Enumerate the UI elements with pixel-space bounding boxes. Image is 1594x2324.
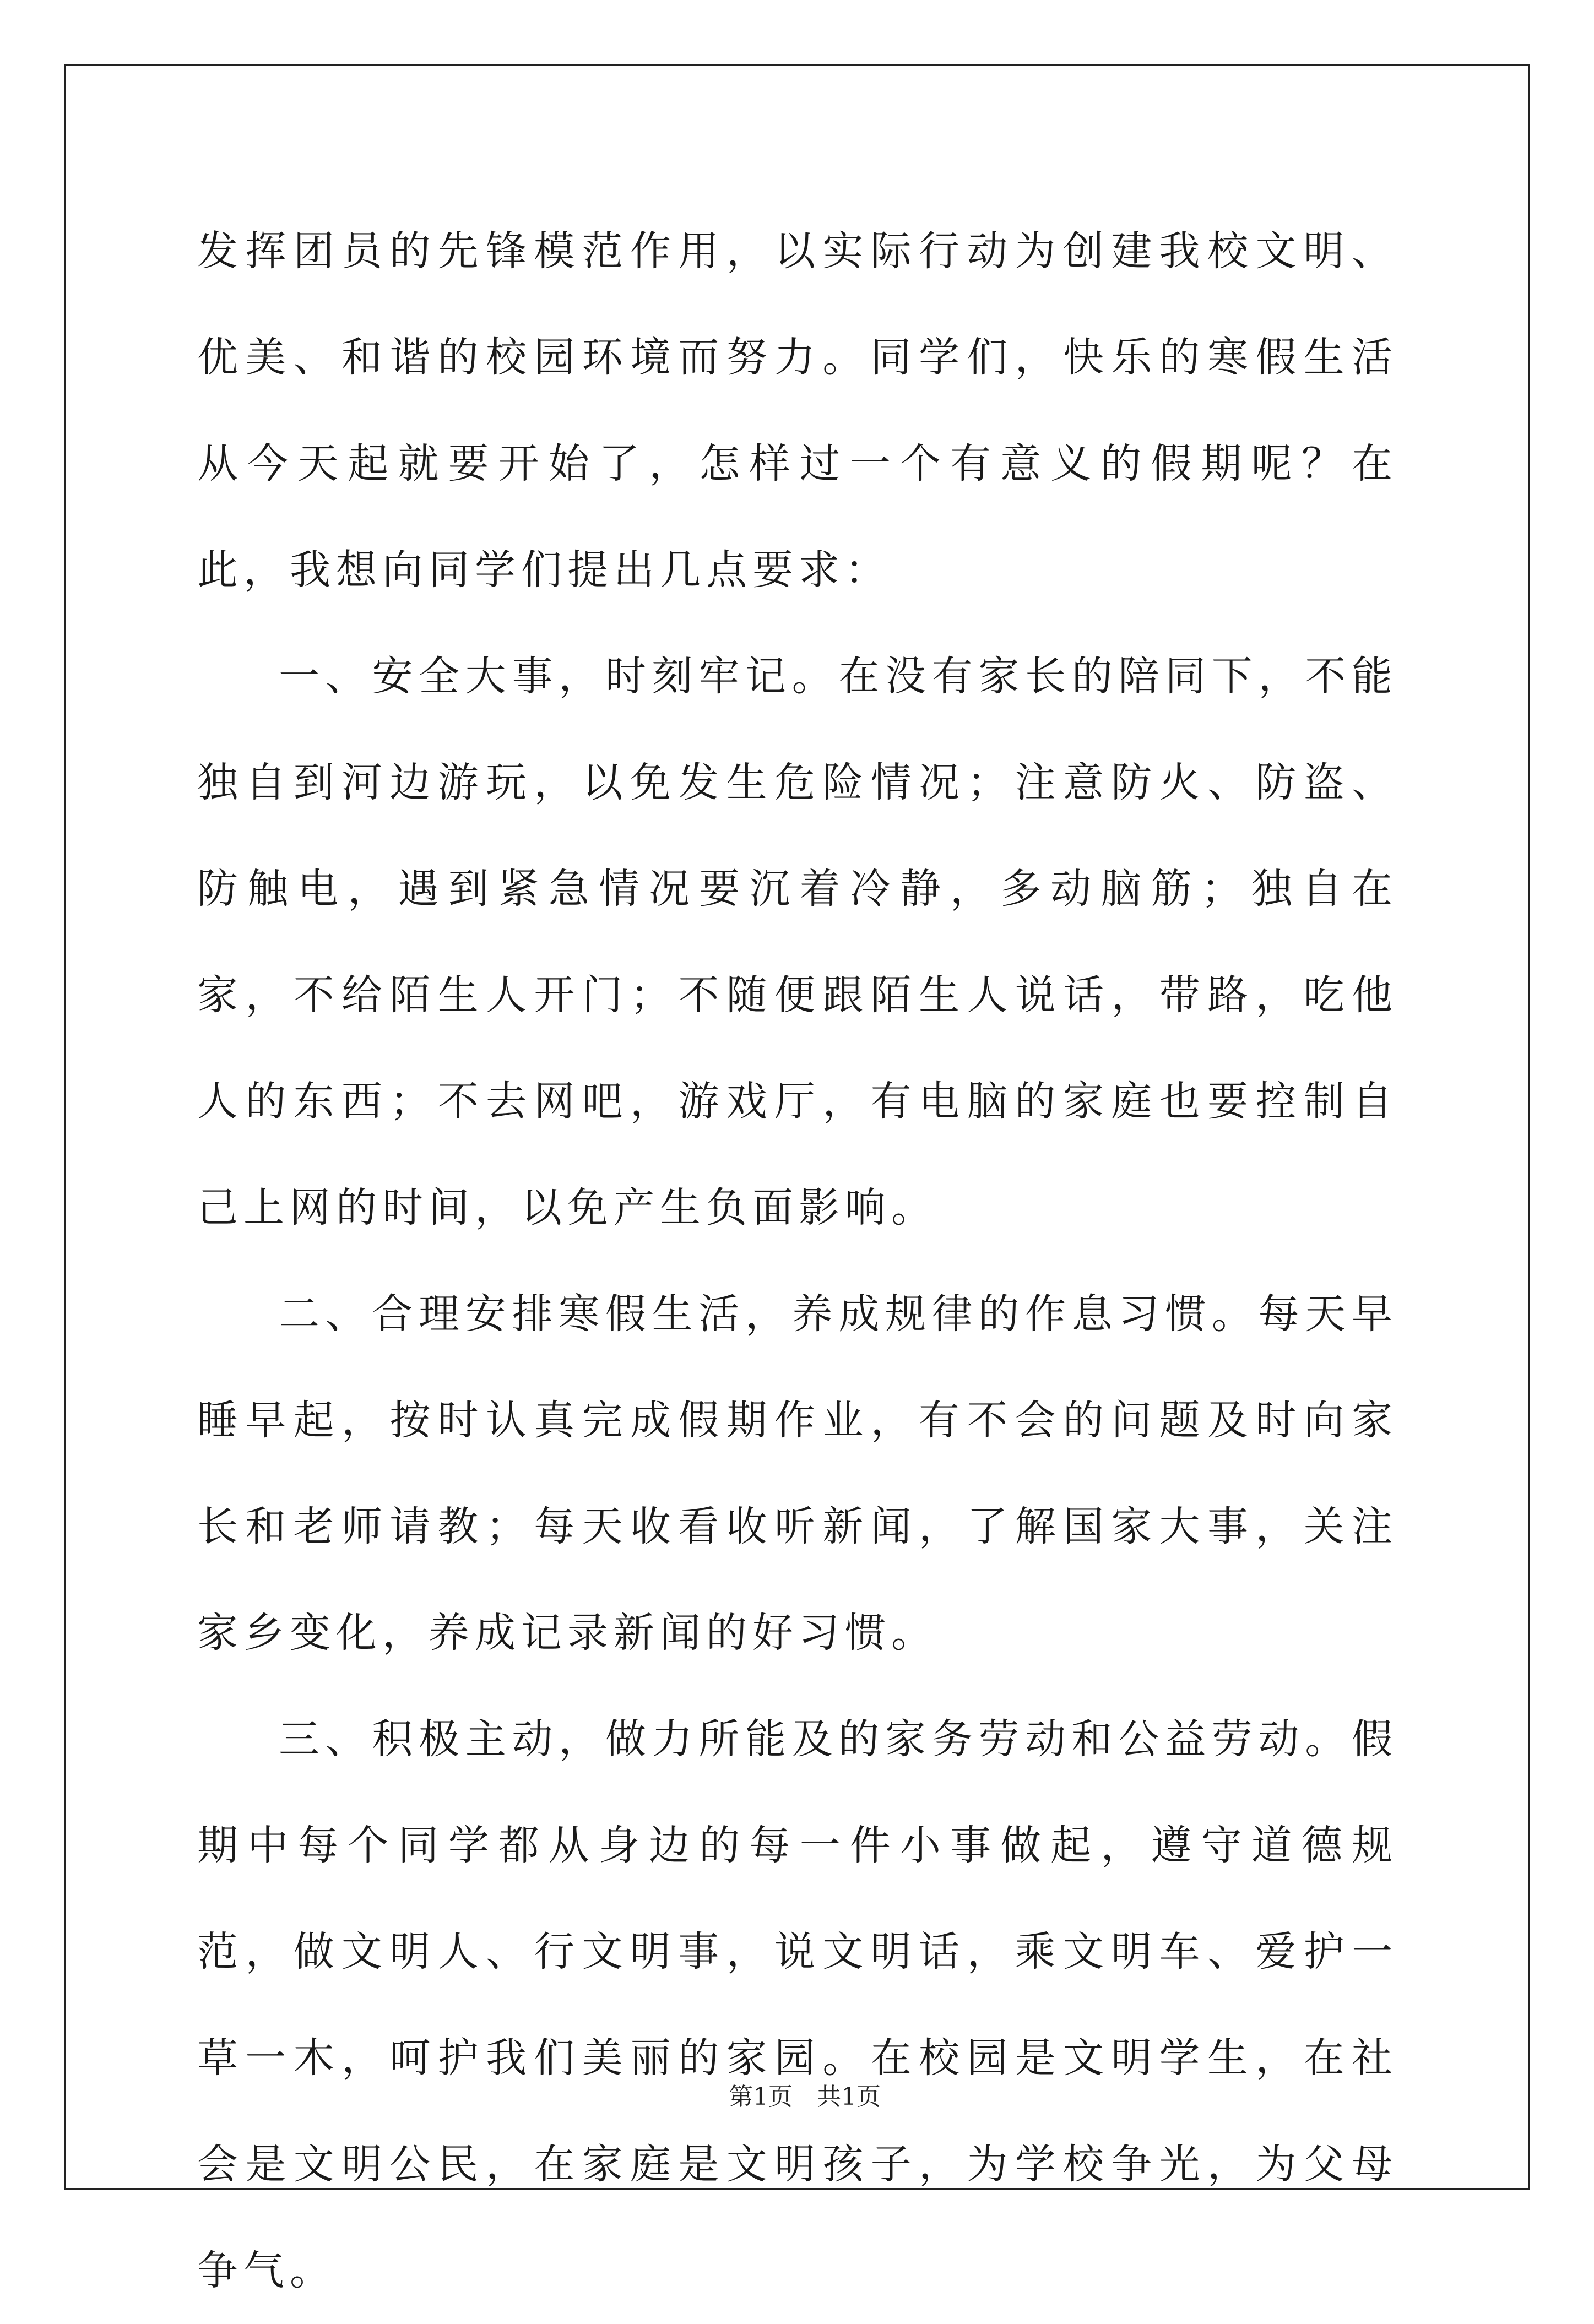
page-total: 共1页	[816, 2083, 881, 2111]
document-body	[197, 198, 1398, 2324]
page-footer	[0, 2049, 1594, 2112]
paragraph-schedule: 二、合理安排寒假生活，养成规律的作息习惯。每天早睡早起，按时认真完成假期作业，有不会的问题及时向家长和老师请教；每天收看收听新闻，了解国家大事，关注家乡变化，养成记录新闻的好习惯。	[197, 1290, 1398, 1657]
paragraph-housework: 三、积极主动，做力所能及的家务劳动和公益劳动。假期中每个同学都从身边的每一件小事做起，遵守道德规范，做文明人、行文明事，说文明话，乘文明车、爱护一草一木，呵护我们美丽的家园。在校园是文明学生，在社会是文明公民，在家庭是文明孩子，为学校争光，为父母争气。	[197, 1715, 1398, 2294]
paragraph-safety: 一、安全大事，时刻牢记。在没有家长的陪同下，不能独自到河边游玩，以免发生危险情况；注意防火、防盗、防触电，遇到紧急情况要沉着冷静，多动脑筋；独自在家，不给陌生人开门；不随便跟陌生人说话，带路，吃他人的东西；不去网吧，游戏厅，有电脑的家庭也要控制自己上网的时间，以免产生负面影响。	[197, 653, 1398, 1231]
paragraph-intro: 发挥团员的先锋模范作用，以实际行动为创建我校文明、优美、和谐的校园环境而努力。同学们，快乐的寒假生活从今天起就要开始了，怎样过一个有意义的假期呢？在此，我想向同学们提出几点要求：	[197, 227, 1398, 594]
page-number: 第1页	[728, 2083, 793, 2111]
